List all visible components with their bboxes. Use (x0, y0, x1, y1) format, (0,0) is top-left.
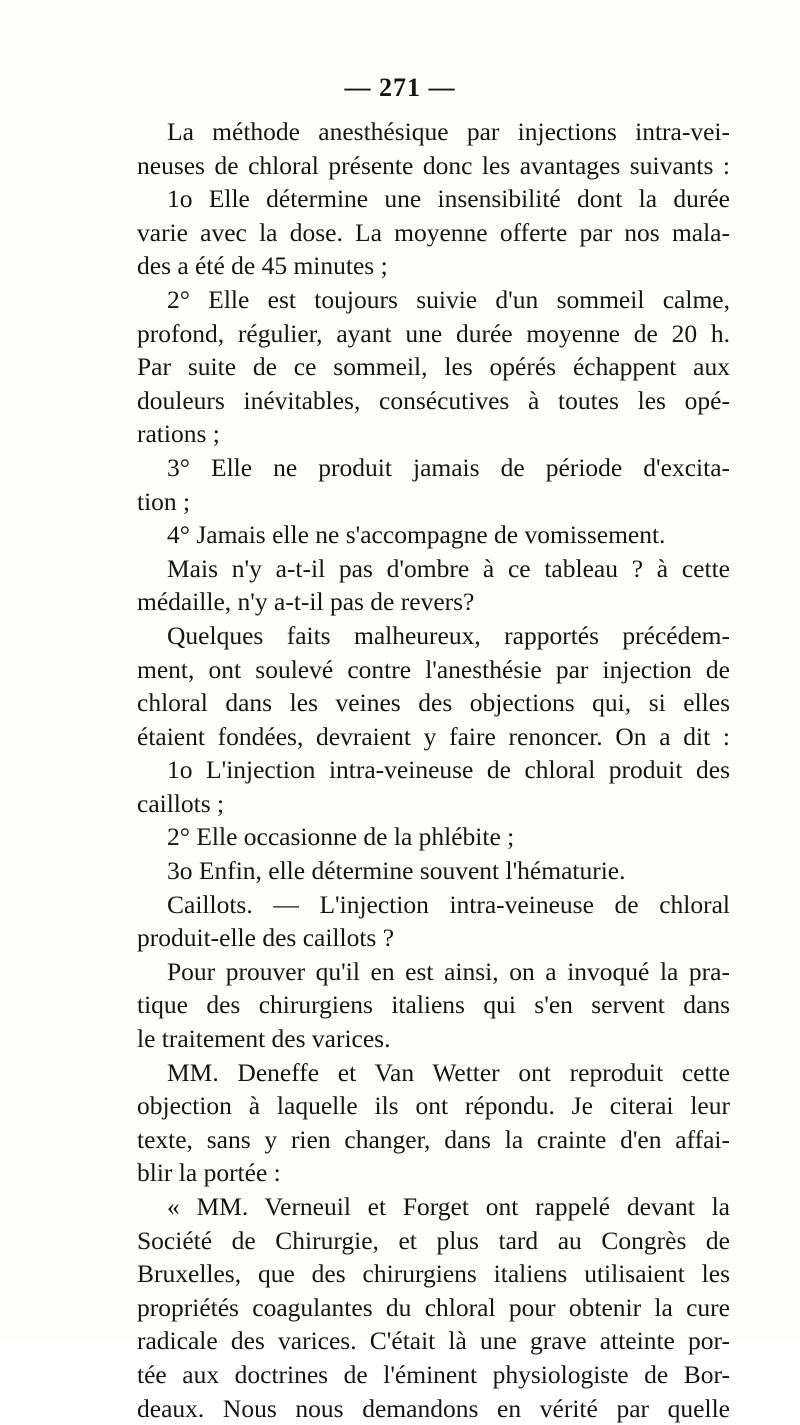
text-line: Quelques faits malheureux, rapportés précédem- (167, 620, 730, 650)
page-number: — 271 — (344, 73, 456, 102)
text-line: Mais n'y a-t-il pas d'ombre à ce tableau ? à cette (167, 553, 730, 583)
text-line: Pour prouver qu'il en est ainsi, on a invoqué la pra- (167, 956, 730, 986)
body-text (137, 115, 730, 1425)
text-line: 3o Enfin, elle détermine souvent l'hématurie. (167, 856, 626, 886)
text-line: douleurs inévitables, consécutives à toutes les opé- (137, 385, 730, 415)
text-line: le traitement des varices. (137, 1024, 391, 1054)
text-line: ment, ont soulevé contre l'anesthésie par injection de (137, 654, 730, 684)
text-line: Bruxelles, que des chirurgiens italiens utilisaient les (137, 1259, 730, 1289)
text-line: « MM. Verneuil et Forget ont rappelé devant la (167, 1192, 730, 1221)
text-line: médaille, n'y a-t-il pas de revers? (137, 587, 475, 617)
text-line: neuses de chloral présente donc les avantages suivants : (137, 150, 730, 180)
text-line: produit-elle des caillots ? (137, 923, 395, 953)
text-line: texte, sans y rien changer, dans la crainte d'en affai- (137, 1124, 730, 1154)
text-line: profond, régulier, ayant une durée moyenne de 20 h. (137, 318, 730, 348)
text-line: 1o L'injection intra-veineuse de chloral produit des (167, 755, 730, 785)
text-line: caillots ; (137, 788, 225, 818)
text-line: tée aux doctrines de l'éminent physiologiste de Bor- (137, 1359, 730, 1389)
text-line: La méthode anesthésique par injections intra-vei- (167, 117, 730, 146)
text-line: 4° Jamais elle ne s'accompagne de vomissement. (167, 520, 666, 550)
text-line: 2° Elle est toujours suivie d'un sommeil calme, (167, 284, 730, 314)
text-line: 1o Elle détermine une insensibilité dont la durée (167, 184, 730, 214)
text-line: varie avec la dose. La moyenne offerte par nos mala- (137, 217, 730, 247)
text-line: blir la portée : (137, 1158, 281, 1188)
text-line: tique des chirurgiens italiens qui s'en servent dans (137, 990, 730, 1020)
text-line: propriétés coagulantes du chloral pour obtenir la cure (137, 1292, 730, 1322)
text-line: 2° Elle occasionne de la phlébite ; (167, 822, 515, 852)
text-line: Par suite de ce sommeil, les opérés échappent aux (137, 352, 730, 382)
text-line: deaux. Nous nous demandons en vérité par quelle (137, 1393, 730, 1423)
text-line: 3° Elle ne produit jamais de période d'excita- (167, 452, 730, 482)
text-line: tion ; (137, 486, 191, 516)
text-line: étaient fondées, devraient y faire renoncer. On a dit : (137, 721, 730, 751)
text-line: objection à laquelle ils ont répondu. Je citerai leur (137, 1091, 730, 1121)
text-line: chloral dans les veines des objections qui, si elles (137, 688, 730, 718)
text-line: Société de Chirurgie, et plus tard au Congrès de (137, 1225, 730, 1255)
text-line: Caillots. — L'injection intra-veineuse de chloral (167, 889, 730, 919)
text-line: MM. Deneffe et Van Wetter ont reproduit cette (167, 1057, 730, 1087)
text-line: radicale des varices. C'était là une grave atteinte por- (137, 1326, 730, 1356)
text-line: des a été de 45 minutes ; (137, 251, 388, 281)
text-line: rations ; (137, 419, 220, 449)
